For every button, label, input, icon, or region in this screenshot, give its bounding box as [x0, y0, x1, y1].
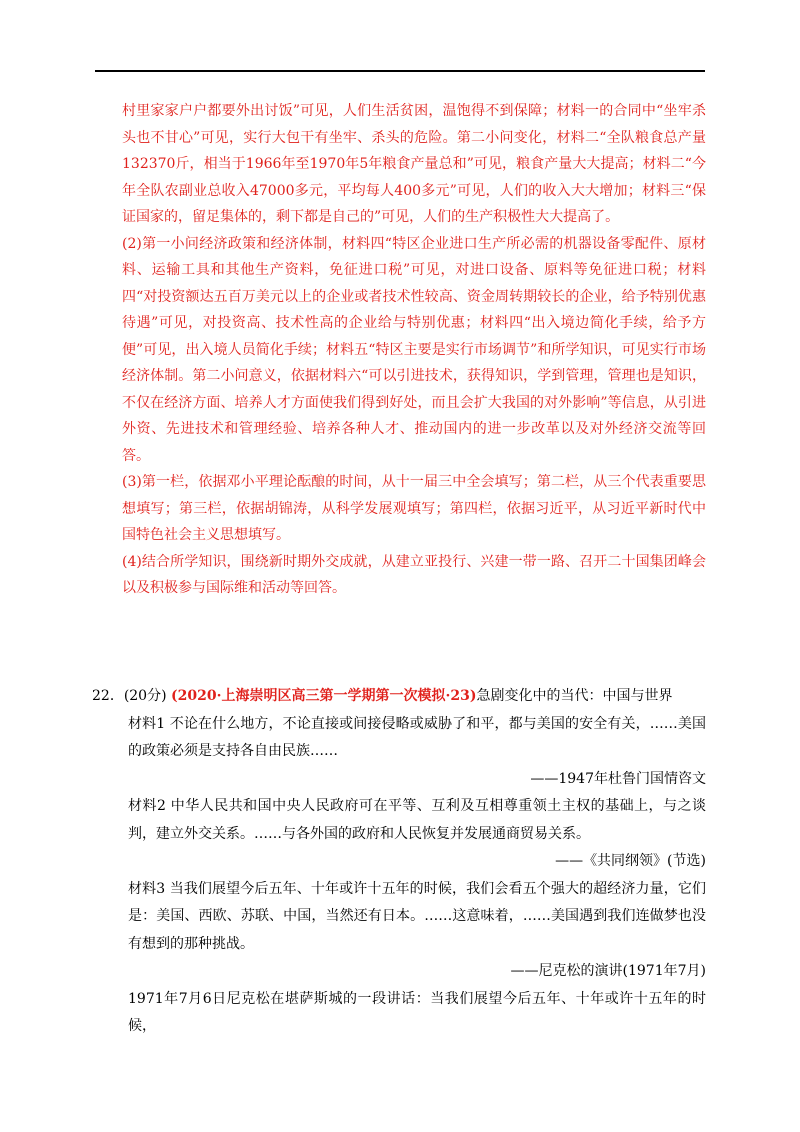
material-3: 材料3 当我们展望今后五年、十年或许十五年的时候，我们会看五个强大的超经济力量，它们是：美国、西欧、苏联、中国，当然还有日本。……这意味着，……美国遇到我们连做梦也没有想到的那种挑战。 [128, 880, 706, 952]
material-1: 材料1 不论在什么地方，不论直接或间接侵略或威胁了和平，都与美国的安全有关，……美国的政策必须是支持各自由民族…… [128, 715, 706, 759]
question-header [92, 683, 706, 711]
material-3-cite: ——尼克松的演讲(1971年7月) [510, 963, 706, 979]
answer-paragraph-4: (4)结合所学知识，围绕新时期外交成就，从建立亚投行、兴建一带一路、召开二十国集团峰会以及积极参与国际维和活动等回答。 [122, 553, 706, 596]
material-2-cite: ——《共同纲领》(节选) [555, 853, 706, 869]
material-4-start: 1971年7月6日尼克松在堪萨斯城的一段讲话：当我们展望今后五年、十年或许十五年的时候， [128, 990, 706, 1034]
answer-paragraph-1: 村里家家户户都要外出讨饭”可见，人们生活贫困，温饱得不到保障；材料一的合同中“坐牢杀头也不甘心”可见，实行大包干有坐牢、杀头的危险。第二小问变化，材料二“全队粮食总产量132370斤，相当于1966年至1970年5年粮食产量总和”可见，粮食产量大大提高；材料二“今年全队农副业总收入47000多元，平均每人400多元”可见，人们的收入大大增加；材料三“保证国家的，留足集体的，剩下都是自己的”可见，人们的生产积极性大大提高了。 [122, 103, 706, 225]
material-1-cite: ——1947年杜鲁门国情咨文 [530, 770, 706, 787]
material-2: 材料2 中华人民共和国中央人民政府可在平等、互利及互相尊重领土主权的基础上，与之谈判，建立外交关系。……与各外国的政府和人民恢复并发展通商贸易关系。 [128, 798, 706, 842]
question-section [92, 683, 706, 1041]
answer-section [122, 98, 706, 602]
question-source: (2020·上海崇明区高三第一学期第一次模拟·23) [171, 688, 477, 704]
answer-paragraph-3: (3)第一栏，依据邓小平理论酝酿的时间，从十一届三中全会填写；第二栏，从三个代表重要思想填写；第三栏，依据胡锦涛，从科学发展观填写；第四栏，依据习近平，从习近平新时代中国特色社会主义思想填写。 [122, 474, 706, 543]
question-number: 22．(20分) [92, 688, 167, 704]
header-rule [95, 70, 705, 72]
answer-paragraph-2: (2)第一小问经济政策和经济体制，材料四“特区企业进口生产所必需的机器设备零配件、原材料、运输工具和其他生产资料，免征进口税”可见，对进口设备、原料等免征进口税；材料四“对投资额达五百万美元以上的企业或者技术性较高、资金周转期较长的企业，给予特别优惠待遇”可见，对投资高、技术性高的企业给与特别优惠；材料四“出入境边简化手续，给予方便”可见，出入境人员简化手续；材料五“特区主要是实行市场调节”和所学知识，可见实行市场经济体制。第二小问意义，依据材料六“可以引进技术，获得知识，学到管理，管理也是知识，不仅在经济方面、培养人才方面使我们得到好处，而且会扩大我国的对外影响”等信息，从引进外资、先进技术和管理经验、培养各种人才、推动国内的进一步改革以及对外经济交流等回答。 [122, 235, 706, 464]
question-title: 急剧变化中的当代：中国与世界 [476, 688, 673, 704]
